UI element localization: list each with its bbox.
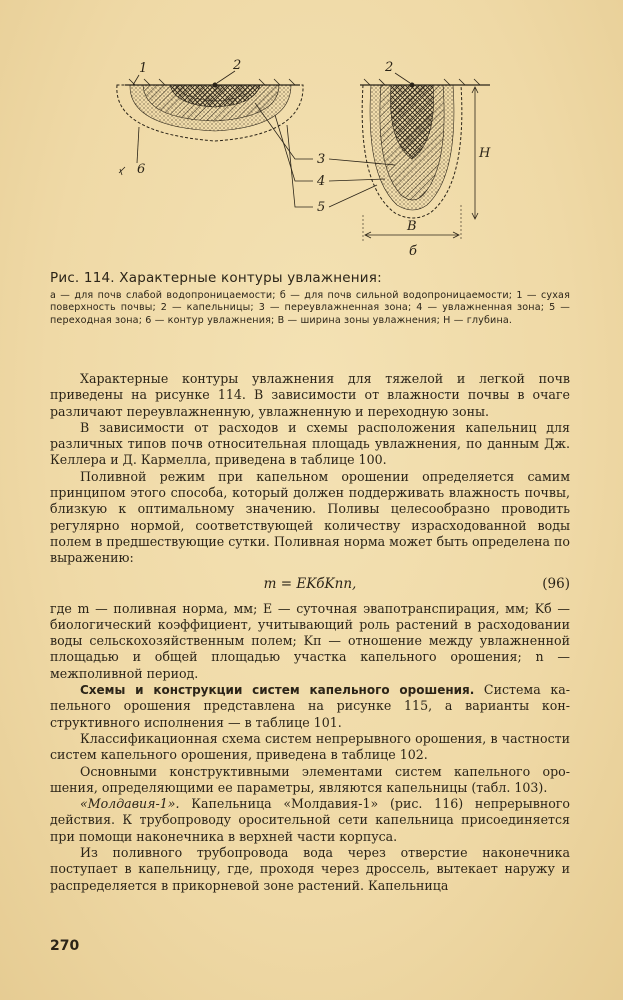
paragraph: Характерные контуры увлажнения для тяжелой и легкой почв приведены на рисунке 114. В зависимости от влажности почвы в очаге различают переувлажненную, увлажненную и переходную зоны.: [50, 371, 570, 419]
moldavia-name: «Молдавия-1».: [80, 796, 180, 812]
paragraph: Классификационная схема систем непрерывного орошения, в частности систем капельного орошения, приведена в таблице 102.: [50, 730, 570, 763]
formula-96: [50, 569, 570, 599]
moisture-contours-diagram: [95, 55, 535, 265]
label-6: 6: [137, 162, 146, 177]
label-b: б: [409, 244, 417, 259]
where-paragraph: где m — поливная норма, мм; E — суточная эвапотранспирация, мм; Kб — биологический коэффициент, учитывающий роль растений в расходовании воды сельскохозяйственным полем; Kп — отношение между увлажненной площадью и общей площадью участка капельного орошения; n — межполивной период.: [50, 600, 570, 681]
figure-114-moisture-contours: [95, 55, 535, 265]
figure-caption: [50, 270, 570, 327]
moldavia-paragraph: [50, 796, 570, 845]
label-2-right: 2: [385, 60, 394, 75]
body-text: [50, 371, 570, 894]
diagram-b-light-soil: [360, 60, 491, 259]
caption-legend: а — для почв слабой водопроницаемости; б — для почв сильной водопроницаемости; 1 — сухая поверхность почвы; 2 — капельницы; 3 — переувлажненная зона; 4 — увлажненная зона; 5 — переходная зона; 6 — контур увлажнения; В — ширина зоны увлажнения; Н — глубина.: [50, 290, 570, 326]
paragraph: Основными конструктивными элементами систем капельного орошения, определяющими ее параметры, являются капельницы (табл. 103).: [50, 763, 570, 795]
paragraph: Поливной режим при капельном орошении определяется самим принципом этого способа, который должен поддерживать влажность почвы, близкую к оптимальному значению. Поливы целесообразно проводить регулярно нормой, соответствующей количеству израсходованной воды полем в предшествующие сутки. Поливная норма может быть определена по выражению:: [50, 468, 570, 566]
section-heading: Схемы и конструкции систем капельного орошения.: [80, 683, 475, 698]
formula-number: (96): [542, 575, 570, 592]
caption-title: Рис. 114. Характерные контуры увлажнения:: [50, 270, 382, 286]
label-1: 1: [139, 61, 148, 76]
label-2-left: 2: [233, 58, 242, 73]
label-4: 4: [317, 174, 326, 189]
page-number: 270: [50, 938, 80, 954]
paragraph: В зависимости от расходов и схемы расположения капельниц для различных типов почв относительная площадь увлажнения, по данным Дж. Келлера и Д. Кармелла, приведена в таблице 100.: [50, 419, 570, 468]
section-text: Система капельного орошения представлена на рисунке 115, а варианты конструктивного исполнения — в таблице 101.: [50, 682, 571, 730]
label-5: 5: [317, 200, 326, 215]
section-paragraph: [50, 682, 570, 731]
moldavia-text: Капельница «Молдавия-1» (рис. 116) непрерывного действия. К трубопроводу оросительной сети капельница присоединяется при помощи наконечника в верхней части корпуса.: [50, 796, 570, 844]
label-H: H: [479, 146, 491, 161]
label-B: B: [407, 219, 417, 234]
label-3: 3: [317, 152, 326, 167]
paragraph: Из поливного трубопровода вода через отверстие наконечника поступает в капельницу, где, проходя через дроссель, вытекает наружу и распределяется в прикорневой зоне растений. Капельница: [50, 845, 570, 893]
diagram-a-heavy-soil: [117, 58, 303, 177]
formula-expression: m = EKбKпn,: [263, 575, 357, 592]
